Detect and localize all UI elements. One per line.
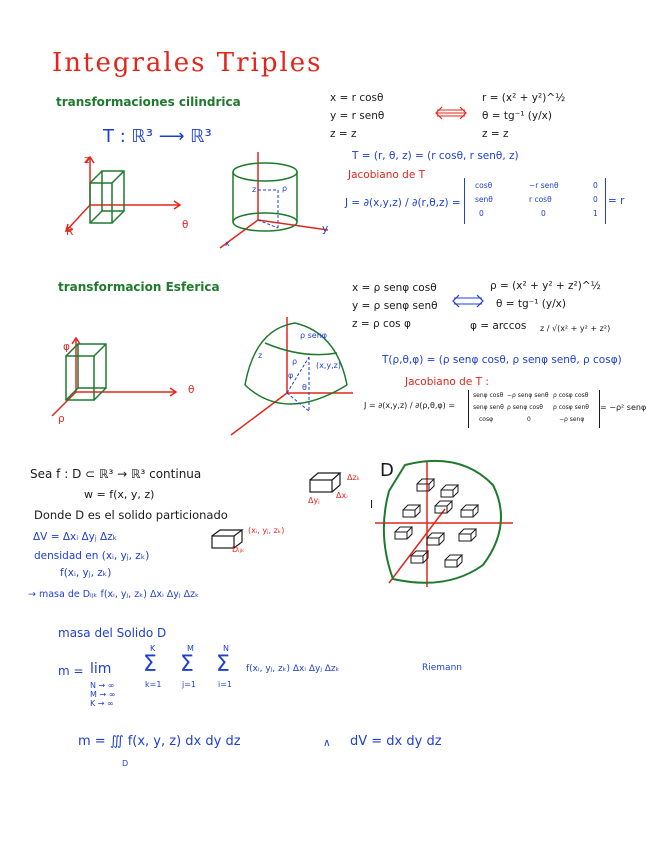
- partition-box: [461, 505, 478, 517]
- sphere-label-phi: φ: [288, 371, 294, 380]
- sph-jacobian-lhs: J = ∂(x,y,z) / ∂(ρ,θ,φ) =: [364, 401, 456, 410]
- spherical-heading: transformacion Esferica: [58, 280, 220, 294]
- cyl-jac-r1c3: 0: [593, 181, 598, 190]
- cyl-jac-r3c2: 0: [541, 209, 546, 218]
- cyl-jacobian-lhs: J = ∂(x,y,z) / ∂(r,θ,z) =: [345, 197, 461, 209]
- sph-transform: T(ρ,θ,φ) = (ρ senφ cosθ, ρ senφ senθ, ρ cosφ): [382, 354, 622, 366]
- cylindrical-map: T : ℝ³ ⟶ ℝ³: [103, 126, 212, 147]
- sph-jac-r2c3: ρ cosφ senθ: [553, 404, 589, 411]
- sum-k-top: K: [150, 644, 156, 653]
- box-top-dz: Δzₖ: [347, 473, 361, 482]
- cylindrical-heading: transformaciones cilindrica: [56, 95, 241, 109]
- box-mid-d: Dᵢⱼₖ: [232, 545, 245, 554]
- sph-jacobian-result: = −ρ² senφ: [600, 403, 646, 412]
- sph-box-axis-rho: ρ: [58, 413, 65, 425]
- def-line-partition: Donde D es el solido particionado: [34, 508, 228, 522]
- cyl-jacobian-result: = r: [608, 195, 625, 207]
- cyl-jac-r2c3: 0: [593, 195, 598, 204]
- sph-eq-x: x = ρ senφ cosθ: [352, 282, 437, 294]
- partition-box: [403, 505, 420, 517]
- sum-m-bottom: j=1: [182, 680, 197, 689]
- lim-sub-m: M → ∞: [90, 690, 116, 699]
- spherical-box-diagram: [50, 330, 190, 430]
- region-d-diagram: [375, 455, 515, 595]
- cyl-label-y: y: [322, 223, 329, 235]
- box-axis-z: z: [84, 154, 90, 166]
- sphere-label-theta: θ: [302, 383, 307, 392]
- sum-k-bottom: k=1: [145, 680, 162, 689]
- cyl-jac-r2c1: senθ: [475, 195, 493, 204]
- sphere-label-point: (x,y,z): [316, 361, 341, 370]
- cyl-jacobian-matrix: [464, 178, 606, 224]
- stray-mark: I: [370, 499, 374, 511]
- def-line-f: f(xᵢ, yⱼ, zₖ): [60, 567, 112, 579]
- def-line-density: densidad en (xᵢ, yⱼ, zₖ): [34, 550, 150, 562]
- cyl-eq-y: y = r senθ: [330, 110, 385, 122]
- sum-n-sigma: Σ: [216, 652, 230, 677]
- box-axes-diagram: [60, 155, 190, 255]
- mass-integral-domain: D: [122, 759, 129, 768]
- cyl-jacobian-title: Jacobiano de T: [348, 169, 426, 181]
- equivalence-arrow: [435, 106, 467, 120]
- partition-box: [395, 527, 412, 539]
- sphere-label-rho: ρ: [292, 357, 298, 366]
- sph-jac-r1c1: senφ cosθ: [473, 392, 504, 399]
- sph-inv-theta: θ = tg⁻¹ (y/x): [496, 298, 566, 310]
- cyl-inv-r: r = (x² + y²)^½: [482, 92, 566, 104]
- sph-jacobian-matrix: [468, 390, 600, 428]
- cyl-inv-z: z = z: [482, 128, 509, 140]
- def-line-delta-v: ΔV = Δxᵢ Δyⱼ Δzₖ: [33, 531, 118, 543]
- sph-jac-r1c3: ρ cosφ cosθ: [553, 392, 589, 399]
- riemann-label: Riemann: [422, 663, 462, 673]
- box-mid-point: (xᵢ, yⱼ, zₖ): [248, 526, 285, 535]
- sum-n-top: N: [223, 644, 229, 653]
- sph-inv-phi: φ = arccos: [470, 320, 527, 332]
- sph-eq-z: z = ρ cos φ: [352, 318, 411, 330]
- sum-n-bottom: i=1: [218, 680, 233, 689]
- sum-m-top: M: [187, 644, 194, 653]
- sphere-label-rho-senphi: ρ senφ: [300, 331, 328, 340]
- cyl-inv-theta: θ = tg⁻¹ (y/x): [482, 110, 552, 122]
- partition-box: [427, 533, 444, 545]
- sph-jac-r3c2: 0: [527, 416, 531, 423]
- def-line-function: Sea f : D ⊂ ℝ³ → ℝ³ continua: [30, 467, 202, 481]
- mass-heading: masa del Solido D: [58, 626, 167, 640]
- sphere-label-z: z: [258, 351, 263, 360]
- region-label-d: D: [380, 460, 394, 481]
- partition-box: [441, 485, 458, 497]
- lim-sub-n: N → ∞: [90, 681, 115, 690]
- cyl-label-rho: ρ: [282, 184, 288, 193]
- sph-jacobian-title: Jacobiano de T :: [405, 376, 489, 388]
- cyl-jac-r3c1: 0: [479, 209, 484, 218]
- cyl-eq-x: x = r cosθ: [330, 92, 384, 104]
- sph-box-axis-theta: θ: [188, 384, 195, 396]
- mass-term: f(xᵢ, yⱼ, zₖ) Δxᵢ Δyⱼ Δzₖ: [246, 664, 340, 674]
- partition-box: [445, 555, 462, 567]
- cyl-eq-z: z = z: [330, 128, 357, 140]
- sph-jac-r2c2: ρ senφ cosθ: [507, 404, 543, 411]
- mass-lim: lim: [90, 661, 112, 677]
- lim-sub-k: K → ∞: [90, 699, 114, 708]
- box-axis-r: R: [66, 226, 74, 238]
- partition-box: [411, 551, 428, 563]
- sph-jac-r3c3: −ρ senφ: [559, 416, 585, 423]
- sph-jac-r1c2: −ρ senφ senθ: [507, 392, 549, 399]
- box-top-dx: Δxᵢ: [336, 491, 348, 500]
- sph-inv-phi-fraction: z / √(x² + y² + z²): [540, 324, 611, 333]
- box-axis-theta: θ: [182, 219, 189, 231]
- mass-integral: m = ∭ f(x, y, z) dx dy dz: [78, 734, 241, 749]
- box-top-dy: Δyⱼ: [308, 496, 320, 505]
- cyl-jac-r1c1: cosθ: [475, 181, 493, 190]
- cyl-label-z: z: [252, 185, 257, 194]
- page-title: Integrales Triples: [52, 48, 323, 78]
- mass-dv: dV = dx dy dz: [350, 734, 442, 749]
- sph-jac-r2c1: senφ senθ: [473, 404, 504, 411]
- sph-inv-rho: ρ = (x² + y² + z²)^½: [490, 280, 601, 292]
- sph-eq-y: y = ρ senφ senθ: [352, 300, 438, 312]
- sph-box-axis-phi: φ: [63, 341, 70, 353]
- partition-box: [417, 479, 434, 491]
- partition-box: [459, 529, 476, 541]
- cyl-jac-r2c2: r cosθ: [529, 195, 552, 204]
- mass-and-symbol: ∧: [323, 737, 331, 749]
- mass-m-label: m =: [58, 664, 84, 678]
- def-line-mass: → masa de Dᵢⱼₖ f(xᵢ, yⱼ, zₖ) Δxᵢ Δyⱼ Δzₖ: [28, 589, 200, 600]
- def-line-w: w = f(x, y, z): [84, 488, 155, 501]
- cyl-transform: T = (r, θ, z) = (r cosθ, r senθ, z): [352, 150, 519, 162]
- sum-m-sigma: Σ: [180, 652, 194, 677]
- equivalence-arrow-2: [452, 294, 484, 308]
- sph-jac-r3c1: cosφ: [479, 416, 494, 423]
- sum-k-sigma: Σ: [143, 652, 157, 677]
- cyl-label-x: x: [225, 239, 230, 248]
- cyl-jac-r1c2: −r senθ: [529, 181, 559, 190]
- cyl-jac-r3c3: 1: [593, 209, 598, 218]
